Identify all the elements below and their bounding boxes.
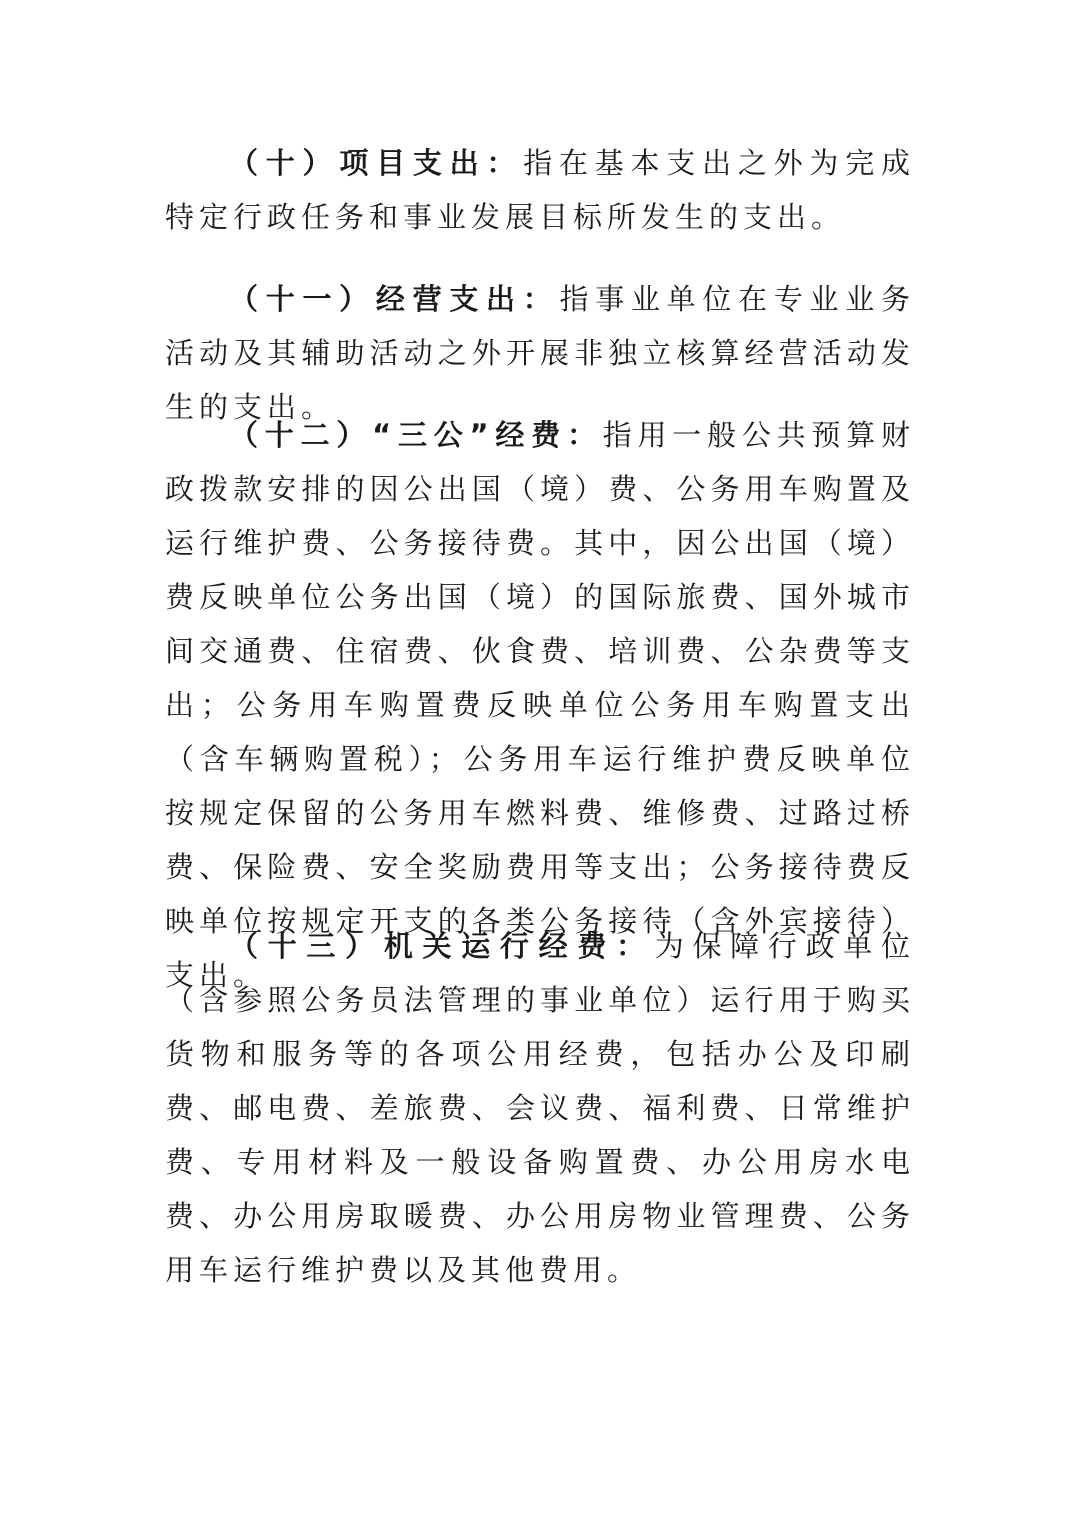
paragraph-heading: （十一）经营支出： bbox=[229, 282, 560, 316]
paragraph-heading: （十二）“三公”经费： bbox=[229, 418, 603, 452]
paragraph-project-expenditure bbox=[165, 136, 915, 244]
paragraph-heading: （十）项目支出： bbox=[229, 146, 524, 180]
paragraph-heading: （十三）机关运行经费： bbox=[229, 929, 655, 963]
paragraph-body: 指用一般公共预算财政拨款安排的因公出国（境）费、公务用车购置及运行维护费、公务接待费。其中，因公出国（境）费反映单位公务出国（境）的国际旅费、国外城市间交通费、住宿费、伙食费、培训费、公杂费等支出；公务用车购置费反映单位公务用车购置支出（含车辆购置税）；公务用车运行维护费反映单位按规定保留的公务用车燃料费、维修费、过路过桥费、保险费、安全奖励费用等支出；公务接待费反映单位按规定开支的各类公务接待（含外宾接待）支出。 bbox=[165, 418, 915, 992]
paragraph-body: 指在基本支出之外为完成特定行政任务和事业发展目标所发生的支出。 bbox=[165, 146, 915, 234]
paragraph-three-public-expenses bbox=[165, 408, 915, 1002]
paragraph-agency-operating-expenses bbox=[165, 919, 915, 1297]
paragraph-body: 指事业单位在专业业务活动及其辅助活动之外开展非独立核算经营活动发生的支出。 bbox=[165, 282, 915, 424]
paragraph-body: 为保障行政单位（含参照公务员法管理的事业单位）运行用于购买货物和服务等的各项公用经费，包括办公及印刷费、邮电费、差旅费、会议费、福利费、日常维护 费、专用材料及一般设备购置费、办公用房水电费、办公用房取暖费、办公用房物业管理费、公务用车运行维护费以及其他费用。 bbox=[165, 929, 915, 1287]
